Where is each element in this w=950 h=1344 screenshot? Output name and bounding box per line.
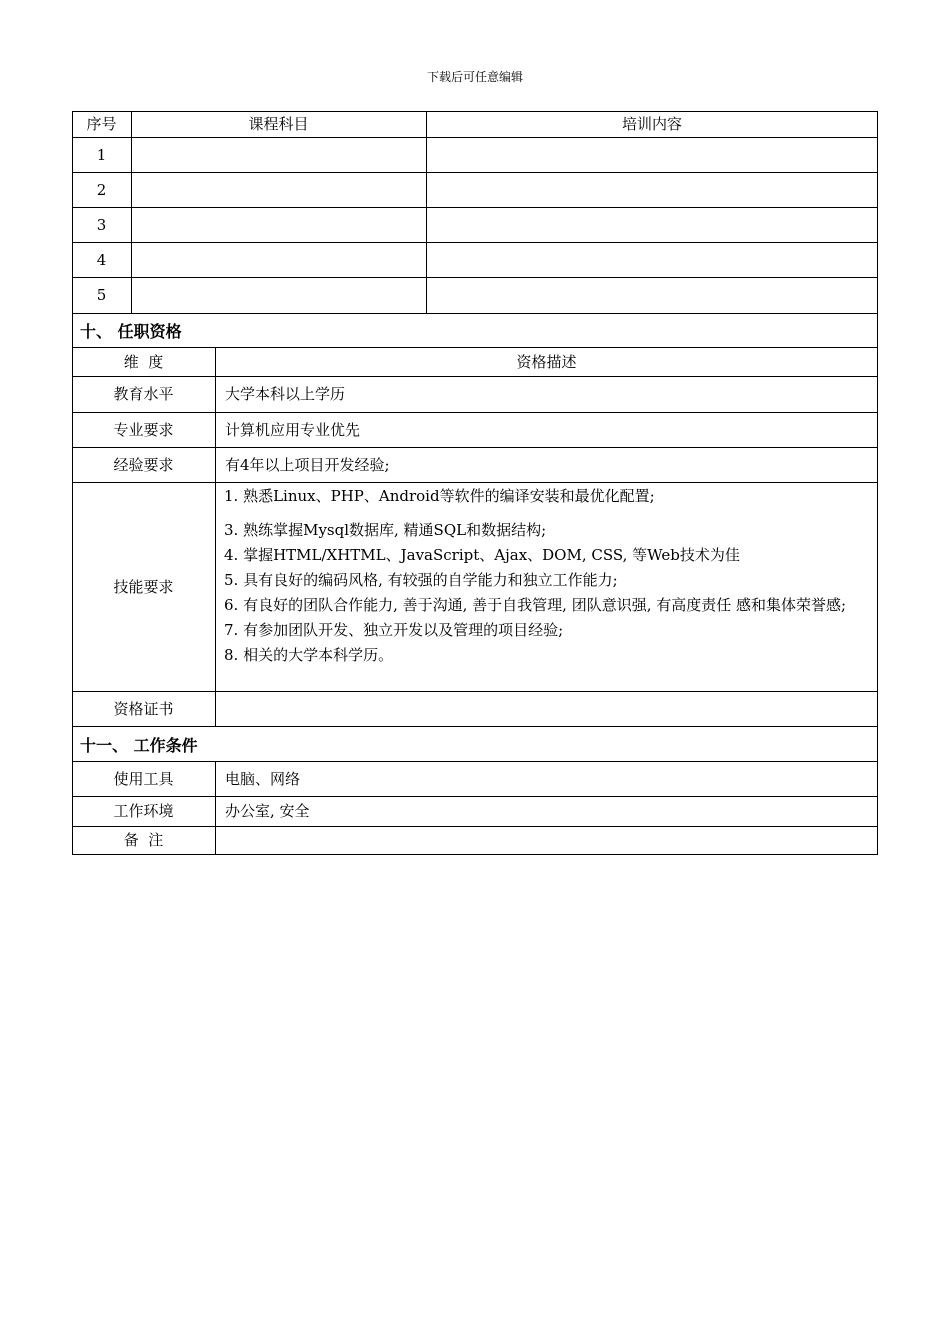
skills-label: 技能要求 — [113, 577, 174, 596]
table-row-content — [426, 138, 878, 172]
table-row-content — [426, 278, 878, 313]
experience-value: 有4年以上项目开发经验; — [225, 455, 390, 474]
environment-value: 办公室, 安全 — [225, 802, 310, 820]
table-row-number: 3 — [96, 215, 107, 234]
environment-label: 工作环境 — [113, 802, 174, 820]
header-note: 下载后可任意编辑 — [426, 70, 523, 84]
list-item: 3. 熟练掌握Mysql数据库, 精通SQL和数据结构; — [224, 521, 547, 539]
header-number: 序号 — [86, 115, 117, 133]
education-label: 教育水平 — [113, 385, 174, 403]
remarks-label: 备 注 — [123, 831, 164, 849]
major-value: 计算机应用专业优先 — [225, 420, 361, 439]
tools-value: 电脑、网络 — [225, 769, 301, 788]
education-value: 大学本科以上学历 — [225, 385, 346, 403]
list-item: 7. 有参加团队开发、独立开发以及管理的项目经验; — [224, 621, 564, 639]
certificate-value — [215, 692, 878, 726]
header-description: 资格描述 — [516, 352, 577, 371]
table-row-number: 1 — [96, 145, 107, 164]
experience-label: 经验要求 — [113, 455, 174, 474]
table-row-course — [131, 278, 426, 313]
skills-list — [224, 484, 872, 668]
table-row-course — [131, 173, 426, 207]
table-row-content — [426, 173, 878, 207]
table-row-course — [131, 208, 426, 242]
remarks-value — [215, 827, 878, 854]
list-item: 4. 掌握HTML/XHTML、JavaScript、Ajax、DOM, CSS, 等Web技术为佳 — [224, 546, 740, 564]
header-course: 课程科目 — [248, 115, 309, 133]
table-row-number: 5 — [96, 286, 107, 304]
table-row-course — [131, 243, 426, 277]
table-row-content — [426, 243, 878, 277]
header-content: 培训内容 — [621, 115, 682, 133]
list-item: 1. 熟悉Linux、PHP、Android等软件的编译安装和最优化配置; — [224, 487, 655, 505]
table-row-content — [426, 208, 878, 242]
list-item: 6. 有良好的团队合作能力, 善于沟通, 善于自我管理, 团队意识强, 有高度责任 感和集体荣誉感; — [224, 596, 847, 614]
table-row-number: 4 — [96, 250, 107, 269]
list-item: 5. 具有良好的编码风格, 有较强的自学能力和独立工作能力; — [224, 571, 618, 589]
major-label: 专业要求 — [113, 420, 174, 439]
section-title-qualifications: 十、 任职资格 — [80, 322, 182, 341]
section-title-work-conditions: 十一、 工作条件 — [80, 735, 198, 755]
header-dimension: 维 度 — [123, 352, 164, 371]
tools-label: 使用工具 — [113, 769, 174, 788]
table-row-course — [131, 138, 426, 172]
list-item: 8. 相关的大学本科学历。 — [224, 646, 394, 664]
certificate-label: 资格证书 — [113, 699, 174, 718]
table-row-number: 2 — [96, 180, 107, 199]
